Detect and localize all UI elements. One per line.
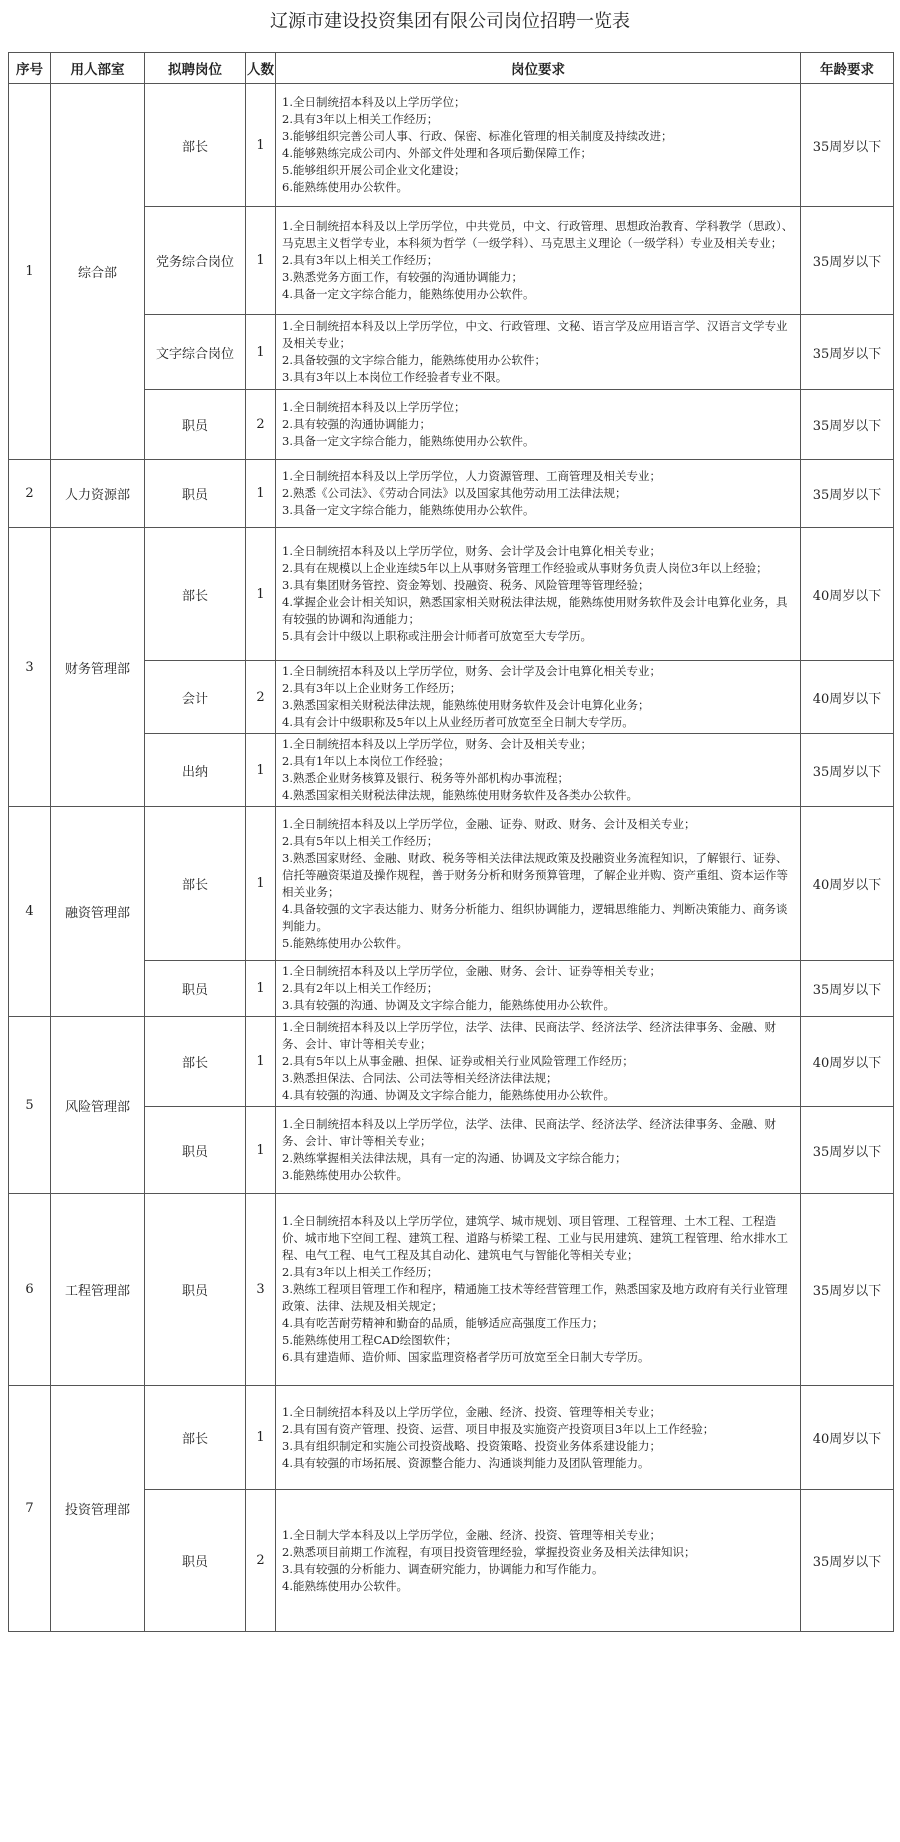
requirement-line: 4.具有较强的市场拓展、资源整合能力、沟通谈判能力及团队管理能力。 [282,1455,650,1470]
position-name: 文字综合岗位 [145,315,246,390]
requirements-cell [276,734,801,807]
requirement-line: 1.全日制统招本科及以上学历学位，金融、财务、会计、证券等相关专业； [282,964,661,978]
requirement-line: 2.熟练掌握相关法律法规，具有一定的沟通、协调及文字综合能力； [282,1151,627,1165]
requirement-line: 2.具有5年以上相关工作经历； [282,833,439,848]
position-name: 党务综合岗位 [145,207,246,315]
requirement-line: 1.全日制统招本科及以上学历学位； [282,400,466,414]
position-name: 部长 [145,1017,246,1107]
requirement-line: 3.具有集团财务管控、资金筹划、投融资、税务、风险管理等管理经验； [282,578,650,592]
header-dept: 用人部室 [51,53,145,84]
headcount: 2 [246,390,276,460]
recruitment-table [8,52,894,1632]
header-age: 年龄要求 [801,53,894,84]
headcount: 1 [246,528,276,661]
header-requirements: 岗位要求 [276,53,801,84]
requirement-line: 4.能够熟练完成公司内、外部文件处理和各项后勤保障工作； [282,146,592,160]
age-requirement: 35周岁以下 [801,1194,894,1386]
requirement-line: 2.具有5年以上从事金融、担保、证券或相关行业风险管理工作经历； [282,1054,634,1068]
headcount: 2 [246,1490,276,1632]
department-name: 综合部 [51,84,145,460]
requirement-line: 4.具有较强的沟通、协调及文字综合能力，能熟练使用办公软件。 [282,1088,615,1102]
requirement-line: 3.熟悉国家相关财税法律法规，能熟练使用财务软件及会计电算化业务； [282,698,650,712]
table-row [9,1194,894,1386]
requirement-line: 4.具有会计中级职称及5年以上从业经历者可放宽至全日制大专学历。 [282,715,634,729]
header-no: 序号 [9,53,51,84]
requirement-line: 1.全日制统招本科及以上学历学位，建筑学、城市规划、项目管理、工程管理、土木工程、工程造价、城市地下空间工程、建筑工程、道路与桥梁工程、工业与民用建筑、建筑工程管理、给水排水工程、电气工程、电气工程及其自动化、建筑电气与智能化等相关专业； [282,1214,788,1262]
requirement-line: 2.具有国有资产管理、投资、运营、项目申报及实施资产投资项目3年以上工作经验； [282,1421,715,1436]
requirement-line: 1.全日制统招本科及以上学历学位，金融、证券、财政、财务、会计及相关专业； [282,816,696,831]
requirement-line: 3.具有3年以上本岗位工作经验者专业不限。 [282,370,508,384]
requirements-cell [276,528,801,661]
group-number: 3 [9,528,51,807]
position-name: 职员 [145,1490,246,1632]
requirement-line: 1.全日制统招本科及以上学历学位，法学、法律、民商法学、经济法学、经济法律事务、金融、财务、会计、审计等相关专业； [282,1117,776,1148]
department-name: 融资管理部 [51,807,145,1017]
headcount: 1 [246,460,276,528]
age-requirement: 35周岁以下 [801,1107,894,1194]
requirement-line: 2.熟悉项目前期工作流程，有项目投资管理经验，掌握投资业务及相关法律知识； [282,1544,696,1559]
requirement-line: 2.具备较强的文字综合能力，能熟练使用办公软件； [282,353,546,367]
requirement-line: 1.全日制统招本科及以上学历学位，财务、会计学及会计电算化相关专业； [282,664,661,678]
position-name: 会计 [145,661,246,734]
requirements-cell [276,460,801,528]
requirement-line: 3.具有较强的沟通、协调及文字综合能力，能熟练使用办公软件。 [282,998,615,1012]
age-requirement: 35周岁以下 [801,460,894,528]
requirement-line: 1.全日制统招本科及以上学历学位，金融、经济、投资、管理等相关专业； [282,1404,661,1419]
headcount: 1 [246,734,276,807]
position-name: 职员 [145,1107,246,1194]
table-row [9,460,894,528]
headcount: 1 [246,1107,276,1194]
requirement-line: 2.熟悉《公司法》、《劳动合同法》以及国家其他劳动用工法律法规； [282,486,627,500]
department-name: 投资管理部 [51,1386,145,1632]
requirement-line: 6.能熟练使用办公软件。 [282,180,408,194]
requirements-cell [276,1490,801,1632]
requirements-cell [276,84,801,207]
requirement-line: 2.具有3年以上企业财务工作经历； [282,681,462,695]
headcount: 1 [246,1017,276,1107]
header-count: 人数 [246,53,276,84]
table-row [9,528,894,661]
headcount: 1 [246,961,276,1017]
requirements-cell [276,961,801,1017]
requirement-line: 5.能熟练使用工程CAD绘图软件； [282,1333,458,1347]
requirements-cell [276,207,801,315]
headcount: 1 [246,84,276,207]
requirement-line: 5.具有会计中级以上职称或注册会计师者可放宽至大专学历。 [282,629,592,643]
table-body [9,84,894,1632]
age-requirement: 40周岁以下 [801,661,894,734]
requirement-line: 1.全日制统招本科及以上学历学位，财务、会计及相关专业； [282,737,592,751]
headcount: 1 [246,807,276,961]
headcount: 3 [246,1194,276,1386]
requirement-line: 3.熟练工程项目管理工作和程序，精通施工技术等经营管理工作，熟悉国家及地方政府有关行业管理政策、法律、法规及相关规定； [282,1282,788,1313]
group-number: 2 [9,460,51,528]
requirement-line: 2.具有3年以上相关工作经历； [282,253,439,267]
age-requirement: 40周岁以下 [801,1017,894,1107]
requirement-line: 4.具备较强的文字表达能力、财务分析能力、组织协调能力，逻辑思维能力、判断决策能力、商务谈判能力。 [282,901,788,933]
group-number: 6 [9,1194,51,1386]
requirement-line: 2.具有3年以上相关工作经历； [282,1265,439,1279]
table-row [9,1386,894,1490]
age-requirement: 40周岁以下 [801,1386,894,1490]
requirement-line: 3.具有组织制定和实施公司投资战略、投资策略、投资业务体系建设能力； [282,1438,661,1453]
position-name: 部长 [145,84,246,207]
department-name: 工程管理部 [51,1194,145,1386]
age-requirement: 35周岁以下 [801,84,894,207]
requirement-line: 3.具备一定文字综合能力，能熟练使用办公软件。 [282,434,535,448]
requirements-cell [276,1194,801,1386]
requirement-line: 2.具有在规模以上企业连续5年以上从事财务管理工作经验或从事财务负责人岗位3年以上经验； [282,561,768,575]
requirement-line: 3.具有较强的分析能力、调查研究能力，协调能力和写作能力。 [282,1561,604,1576]
requirements-cell [276,661,801,734]
requirement-line: 6.具有建造师、造价师、国家监理资格者学历可放宽至全日制大专学历。 [282,1350,650,1364]
requirements-cell [276,1017,801,1107]
position-name: 职员 [145,460,246,528]
age-requirement: 35周岁以下 [801,734,894,807]
position-name: 部长 [145,807,246,961]
position-name: 出纳 [145,734,246,807]
requirement-line: 1.全日制统招本科及以上学历学位，法学、法律、民商法学、经济法学、经济法律事务、金融、财务、会计、审计等相关专业； [282,1020,776,1051]
header-position: 拟聘岗位 [145,53,246,84]
requirement-line: 1.全日制统招本科及以上学历学位，中共党员，中文、行政管理、思想政治教育、学科教学（思政）、马克思主义哲学专业，本科须为哲学（一级学科）、马克思主义理论（一级学科）专业及相关专业； [282,219,794,250]
requirement-line: 1.全日制统招本科及以上学历学位； [282,95,466,109]
age-requirement: 35周岁以下 [801,315,894,390]
requirement-line: 3.熟悉国家财经、金融、财政、税务等相关法律法规政策及投融资业务流程知识，了解银行、证券、信托等融资渠道及操作规程，善于财务分析和财务预算管理，了解企业并购、资产重组、资本运作等相关业务； [282,850,788,899]
group-number: 5 [9,1017,51,1194]
requirements-cell [276,807,801,961]
position-name: 部长 [145,528,246,661]
requirement-line: 3.熟悉企业财务核算及银行、税务等外部机构办事流程； [282,771,569,785]
age-requirement: 40周岁以下 [801,528,894,661]
requirement-line: 2.具有2年以上相关工作经历； [282,981,439,995]
group-number: 4 [9,807,51,1017]
position-name: 部长 [145,1386,246,1490]
headcount: 2 [246,661,276,734]
requirement-line: 1.全日制统招本科及以上学历学位，人力资源管理、工商管理及相关专业； [282,469,661,483]
requirements-cell [276,1107,801,1194]
requirement-line: 2.具有3年以上相关工作经历； [282,112,439,126]
department-name: 财务管理部 [51,528,145,807]
position-name: 职员 [145,961,246,1017]
table-row [9,807,894,961]
requirement-line: 1.全日制大学本科及以上学历学位，金融、经济、投资、管理等相关专业； [282,1527,661,1542]
requirements-cell [276,390,801,460]
group-number: 7 [9,1386,51,1632]
table-row [9,1017,894,1107]
department-name: 风险管理部 [51,1017,145,1194]
table-header-row [9,53,894,84]
requirement-line: 2.具有较强的沟通协调能力； [282,417,431,431]
position-name: 职员 [145,390,246,460]
requirement-line: 5.能熟练使用办公软件。 [282,935,408,950]
requirements-cell [276,1386,801,1490]
requirement-line: 4.具备一定文字综合能力，能熟练使用办公软件。 [282,287,535,301]
age-requirement: 40周岁以下 [801,807,894,961]
requirement-line: 1.全日制统招本科及以上学历学位，财务、会计学及会计电算化相关专业； [282,544,661,558]
group-number: 1 [9,84,51,460]
requirement-line: 5.能够组织开展公司企业文化建设； [282,163,466,177]
requirement-line: 3.熟悉担保法、合同法、公司法等相关经济法律法规； [282,1071,558,1085]
requirement-line: 4.熟悉国家相关财税法律法规，能熟练使用财务软件及各类办公软件。 [282,788,638,802]
requirement-line: 4.能熟练使用办公软件。 [282,1578,408,1593]
requirement-line: 4.掌握企业会计相关知识，熟悉国家相关财税法律法规，能熟练使用财务软件及会计电算化业务，具有较强的协调和沟通能力； [282,595,788,626]
requirement-line: 1.全日制统招本科及以上学历学位，中文、行政管理、文秘、语言学及应用语言学、汉语言文学专业及相关专业； [282,319,788,350]
age-requirement: 35周岁以下 [801,961,894,1017]
requirement-line: 3.能够组织完善公司人事、行政、保密、标准化管理的相关制度及持续改进； [282,129,673,143]
headcount: 1 [246,207,276,315]
table-row [9,84,894,207]
requirement-line: 3.熟悉党务方面工作，有较强的沟通协调能力； [282,270,523,284]
headcount: 1 [246,315,276,390]
requirements-cell [276,315,801,390]
department-name: 人力资源部 [51,460,145,528]
page-title: 辽源市建设投资集团有限公司岗位招聘一览表 [270,11,630,32]
age-requirement: 35周岁以下 [801,207,894,315]
requirement-line: 3.具备一定文字综合能力，能熟练使用办公软件。 [282,503,535,517]
position-name: 职员 [145,1194,246,1386]
age-requirement: 35周岁以下 [801,1490,894,1632]
requirement-line: 3.能熟练使用办公软件。 [282,1168,408,1182]
headcount: 1 [246,1386,276,1490]
age-requirement: 35周岁以下 [801,390,894,460]
requirement-line: 2.具有1年以上本岗位工作经验； [282,754,450,768]
requirement-line: 4.具有吃苦耐劳精神和勤奋的品质，能够适应高强度工作压力； [282,1316,604,1330]
